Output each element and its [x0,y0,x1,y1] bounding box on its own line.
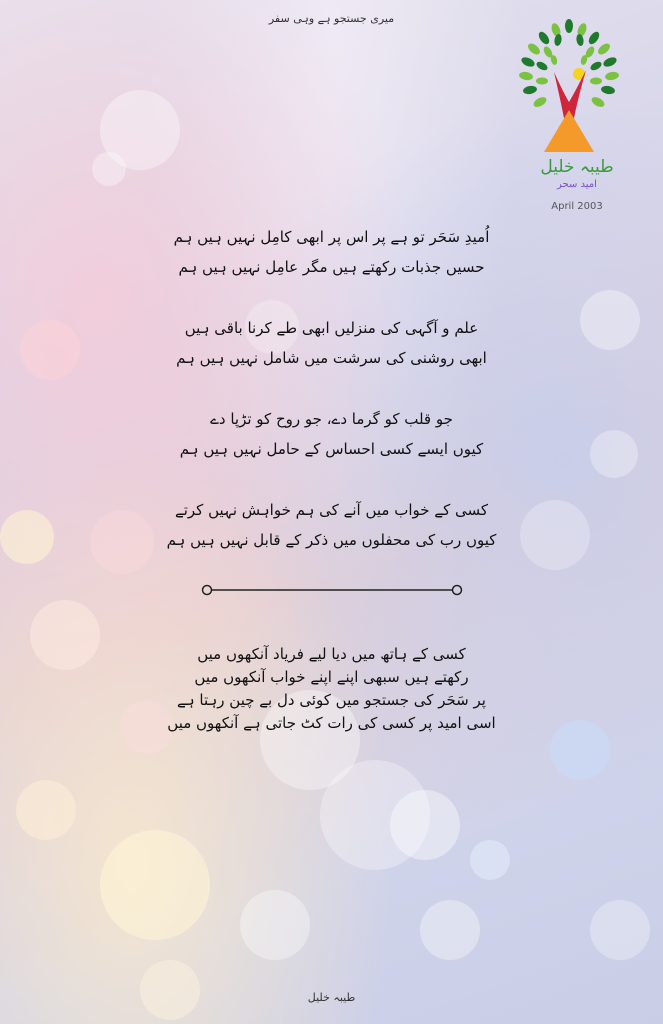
poem-line: حسیں جذبات رکھتے ہیں مگر عامِل نہیں ہیں ہم [178,258,485,276]
quatrain [80,643,583,735]
poem-line: کسی کے خواب میں آنے کی ہم خواہش نہیں کرتے [174,501,489,519]
bokeh-light [140,960,200,1020]
logo-name: طیبہ خلیل [540,157,614,177]
bokeh-light [420,900,480,960]
bokeh-light [320,760,430,870]
bokeh-light [390,790,460,860]
stanza [80,404,583,464]
bokeh-light [590,900,650,960]
ornamental-divider [200,582,464,598]
quatrain-line: پر سَحَر کی جستجو میں کوئی دل بے چین رہتا ہے [177,691,486,709]
page-header: میری جستجو ہے وہی سفر [268,12,395,25]
quatrain-line: اسی امید پر کسی کی رات کٹ جاتی ہے آنکھوں میں [167,714,496,732]
bokeh-light [20,320,80,380]
quatrain-line: رکھتے ہیں سبھی اپنے اپنے خواب آنکھوں میں [194,668,469,686]
bokeh-light [100,90,180,170]
bokeh-light [0,510,54,564]
tree-logo-icon [514,14,624,164]
quatrain-line: کسی کے ہاتھ میں دیا لیے فریاد آنکھوں میں [197,645,466,663]
bokeh-light [590,430,638,478]
poem [80,222,583,586]
stanza [80,313,583,373]
bokeh-light [240,890,310,960]
poem-line: جو قلب کو گرما دے، جو روح کو تڑپا دے [210,410,453,428]
bokeh-light [16,780,76,840]
bokeh-light [92,152,126,186]
poem-line: ابھی روشنی کی سرشت میں شامل نہیں ہیں ہم [176,349,487,367]
stanza [80,222,583,282]
poem-line: اُمیدِ سَحَر تو ہے پر اس پر ابھی کامِل نہیں ہیں ہم [173,228,490,246]
page-footer: طیبہ خلیل [307,991,356,1004]
bokeh-light [580,290,640,350]
poem-line: کیوں رب کی محفلوں میں ذکر کے قابل نہیں ہیں ہم [166,531,497,549]
stanza [80,495,583,555]
logo-subtitle: امید سحر [557,179,597,190]
bokeh-light [100,830,210,940]
bokeh-light [470,840,510,880]
poem-line: کیوں ایسے کسی احساس کے حامل نہیں ہیں ہم [179,440,484,458]
poem-line: علم و آگہی کی منزلیں ابھی طے کرنا باقی ہیں [184,319,479,337]
logo-date: April 2003 [551,201,603,212]
